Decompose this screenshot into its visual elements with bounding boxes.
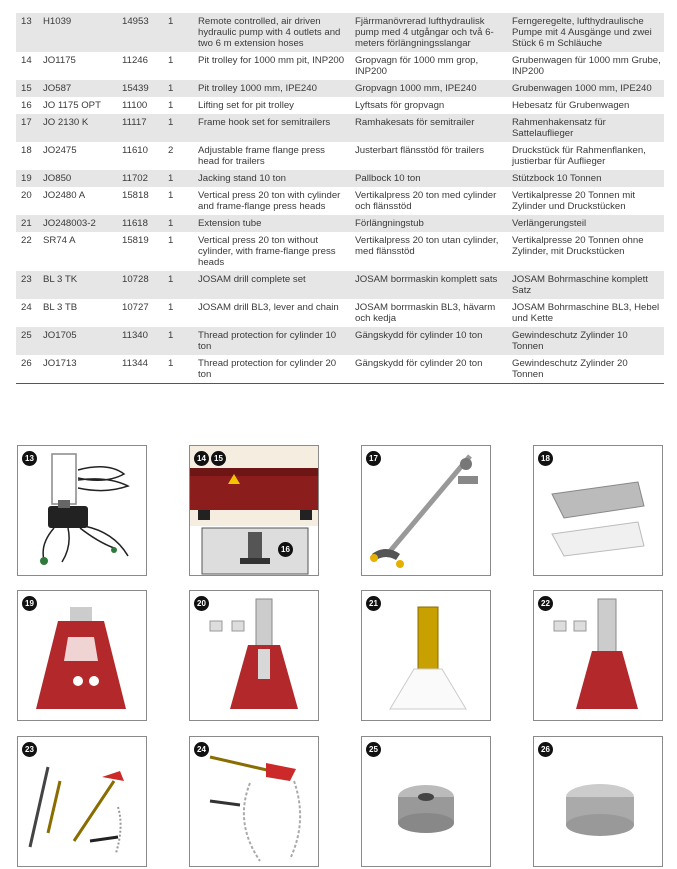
cell-sv: Gängskydd för cylinder 20 ton [350,355,507,384]
cell-en: Frame hook set for semitrailers [193,114,350,142]
vertical-press-icon [190,591,319,721]
thread-protection-20-icon [534,737,663,867]
cell-num: 11117 [117,114,163,142]
table-row [16,187,664,215]
item-badge: 17 [366,451,381,466]
cell-en: Vertical press 20 ton with cylinder and frame-flange press heads [198,190,341,212]
cell-no: 25 [16,327,38,355]
photo-card-19 [17,590,147,721]
cell-code: H1039 [38,13,117,52]
cell-no: 21 [16,215,38,232]
photo-card-14-15 [189,445,319,576]
item-badge: 25 [366,742,381,757]
cell-de: Grubenwagen für 1000 mm Grube, INP200 [512,55,661,77]
cell-sv: Förlängningstub [350,215,507,232]
cell-num: 11618 [117,215,163,232]
cell-num: 15819 [122,235,149,246]
cell-no: 17 [16,114,38,142]
cell-en: Extension tube [193,215,350,232]
cell-de: Hebesatz für Grubenwagen [512,100,630,111]
cell-code: BL 3 TB [43,302,78,313]
item-badge: 20 [194,596,209,611]
table-row [16,170,664,187]
cell-qty: 1 [168,100,174,111]
photo-card-23 [17,736,147,867]
photo-card-21 [361,590,491,721]
cell-de: JOSAM Bohrmaschine BL3, Hebel und Kette [512,302,660,324]
drill-chain-icon [190,737,319,867]
cell-sv: JOSAM borrmaskin komplett sats [350,271,507,299]
cell-code: JO1713 [38,355,117,384]
jacking-stand-icon [18,591,147,721]
cell-sv: Vertikalpress 20 ton med cylinder och flänsstöd [355,190,497,212]
cell-sv: Ramhakesats för semitrailer [350,114,507,142]
frame-hook-icon [362,446,491,576]
cell-num: 10728 [117,271,163,299]
cell-de: Gewindeschutz Zylinder 20 Tonnen [507,355,664,384]
pit-trolley-icon [190,446,319,576]
table-row [16,142,664,170]
cell-sv: Vertikalpress 20 ton utan cylinder, med flänsstöd [355,235,499,257]
cell-en: Jacking stand 10 ton [193,170,350,187]
cell-qty: 1 [163,80,193,97]
cell-sv: Fjärrmanövrerad lufthydraulisk pump med 4 utgångar och två 6-meters förlängningsslangar [350,13,507,52]
item-badge: 22 [538,596,553,611]
cell-qty: 1 [163,13,193,52]
cell-no: 13 [16,13,38,52]
cell-qty: 2 [168,145,174,156]
cell-num: 10727 [122,302,149,313]
item-badge: 15 [211,451,226,466]
cell-code: JO850 [38,170,117,187]
item-badge: 18 [538,451,553,466]
photo-card-17 [361,445,491,576]
item-badge: 26 [538,742,553,757]
cell-code: JO1705 [38,327,117,355]
photo-card-25 [361,736,491,867]
item-badge: 14 [194,451,209,466]
cell-qty: 1 [163,271,193,299]
cell-en: Adjustable frame flange press head for trailers [198,145,325,167]
cell-num: 15818 [122,190,149,201]
cell-no: 24 [21,302,32,313]
cell-qty: 1 [163,215,193,232]
flange-press-head-icon [534,446,663,576]
cell-sv: Gropvagn för 1000 mm grop, INP200 [355,55,479,77]
photo-card-22 [533,590,663,721]
cell-no: 20 [21,190,32,201]
parts-table [16,13,664,384]
table-row [16,232,664,271]
table-row [16,355,664,384]
cell-en: Thread protection for cylinder 20 ton [193,355,350,384]
cell-en: Vertical press 20 ton without cylinder, with frame-flange press heads [198,235,336,268]
cell-no: 23 [16,271,38,299]
cell-en: Pit trolley for 1000 mm pit, INP200 [198,55,345,66]
item-badge: 13 [22,451,37,466]
thread-protection-10-icon [362,737,491,867]
drill-set-icon [18,737,147,867]
photo-card-20 [189,590,319,721]
cell-num: 11702 [117,170,163,187]
cell-code: JO 2130 K [38,114,117,142]
vertical-press-no-cylinder-icon [534,591,663,721]
cell-sv: Gropvagn 1000 mm, IPE240 [350,80,507,97]
item-badge: 24 [194,742,209,757]
cell-no: 15 [16,80,38,97]
item-badge: 23 [22,742,37,757]
table-row [16,13,664,52]
table-row [16,97,664,114]
cell-num: 15439 [117,80,163,97]
cell-code: JO2480 A [43,190,86,201]
table-row [16,80,664,97]
cell-num: 11246 [122,55,148,66]
cell-num: 14953 [117,13,163,52]
cell-de: Ferngeregelte, lufthydraulische Pumpe mit 4 Ausgänge und zwei Stück 6 m Schläuche [507,13,664,52]
cell-num: 11100 [122,100,148,111]
cell-no: 26 [16,355,38,384]
cell-de: Gewindeschutz Zylinder 10 Tonnen [507,327,664,355]
table-row [16,271,664,299]
cell-de: Grubenwagen 1000 mm, IPE240 [507,80,664,97]
cell-sv: Justerbart flänsstöd för trailers [355,145,485,156]
table-row [16,52,664,80]
cell-en: JOSAM drill BL3, lever and chain [198,302,339,313]
cell-num: 11610 [122,145,148,156]
table-row [16,215,664,232]
cell-code: BL 3 TK [38,271,117,299]
cell-en: Thread protection for cylinder 10 ton [193,327,350,355]
extension-tube-icon [362,591,491,721]
cell-sv: Pallbock 10 ton [350,170,507,187]
cell-code: JO 1175 OPT [43,100,101,111]
cell-qty: 1 [168,302,174,313]
photo-card-18 [533,445,663,576]
cell-num: 11340 [117,327,163,355]
cell-no: 14 [21,55,32,66]
cell-en: JOSAM drill complete set [193,271,350,299]
cell-qty: 1 [168,235,174,246]
cell-en: Lifting set for pit trolley [198,100,294,111]
photo-card-26 [533,736,663,867]
photo-card-13 [17,445,147,576]
cell-code: JO2475 [43,145,77,156]
item-badge: 21 [366,596,381,611]
cell-qty: 1 [168,190,174,201]
cell-no: 16 [21,100,32,111]
table-row [16,327,664,355]
air-hydraulic-pump-icon [18,446,147,576]
cell-qty: 1 [163,114,193,142]
cell-de: Druckstück für Rahmenflanken, justierbar für Auflieger [512,145,646,167]
cell-qty: 1 [168,55,174,66]
cell-sv: Gängskydd för cylinder 10 ton [350,327,507,355]
cell-num: 11344 [117,355,163,384]
cell-de: Rahmenhakensatz für Sattelauflieger [507,114,664,142]
cell-sv: Lyftsats för gropvagn [355,100,445,111]
cell-qty: 1 [163,170,193,187]
table-row [16,299,664,327]
cell-de: Vertikalpresse 20 Tonnen mit Zylinder und Druckstücken [512,190,636,212]
cell-de: Verlängerungsteil [507,215,664,232]
cell-qty: 1 [163,327,193,355]
cell-sv: JOSAM borrmaskin BL3, hävarm och kedja [355,302,496,324]
cell-no: 19 [16,170,38,187]
cell-en: Remote controlled, air driven hydraulic pump with 4 outlets and two 6 m extension hoses [193,13,350,52]
cell-no: 18 [21,145,32,156]
photo-card-24 [189,736,319,867]
cell-en: Pit trolley 1000 mm, IPE240 [193,80,350,97]
cell-de: JOSAM Bohrmaschine komplett Satz [507,271,664,299]
table-row [16,114,664,142]
cell-code: JO248003-2 [38,215,117,232]
cell-no: 22 [21,235,32,246]
item-badge: 16 [278,542,293,557]
cell-code: SR74 A [43,235,76,246]
cell-code: JO587 [38,80,117,97]
cell-code: JO1175 [43,55,76,66]
cell-qty: 1 [163,355,193,384]
cell-de: Stützbock 10 Tonnen [507,170,664,187]
item-badge: 19 [22,596,37,611]
cell-de: Vertikalpresse 20 Tonnen ohne Zylinder, mit Druckstücken [512,235,644,257]
